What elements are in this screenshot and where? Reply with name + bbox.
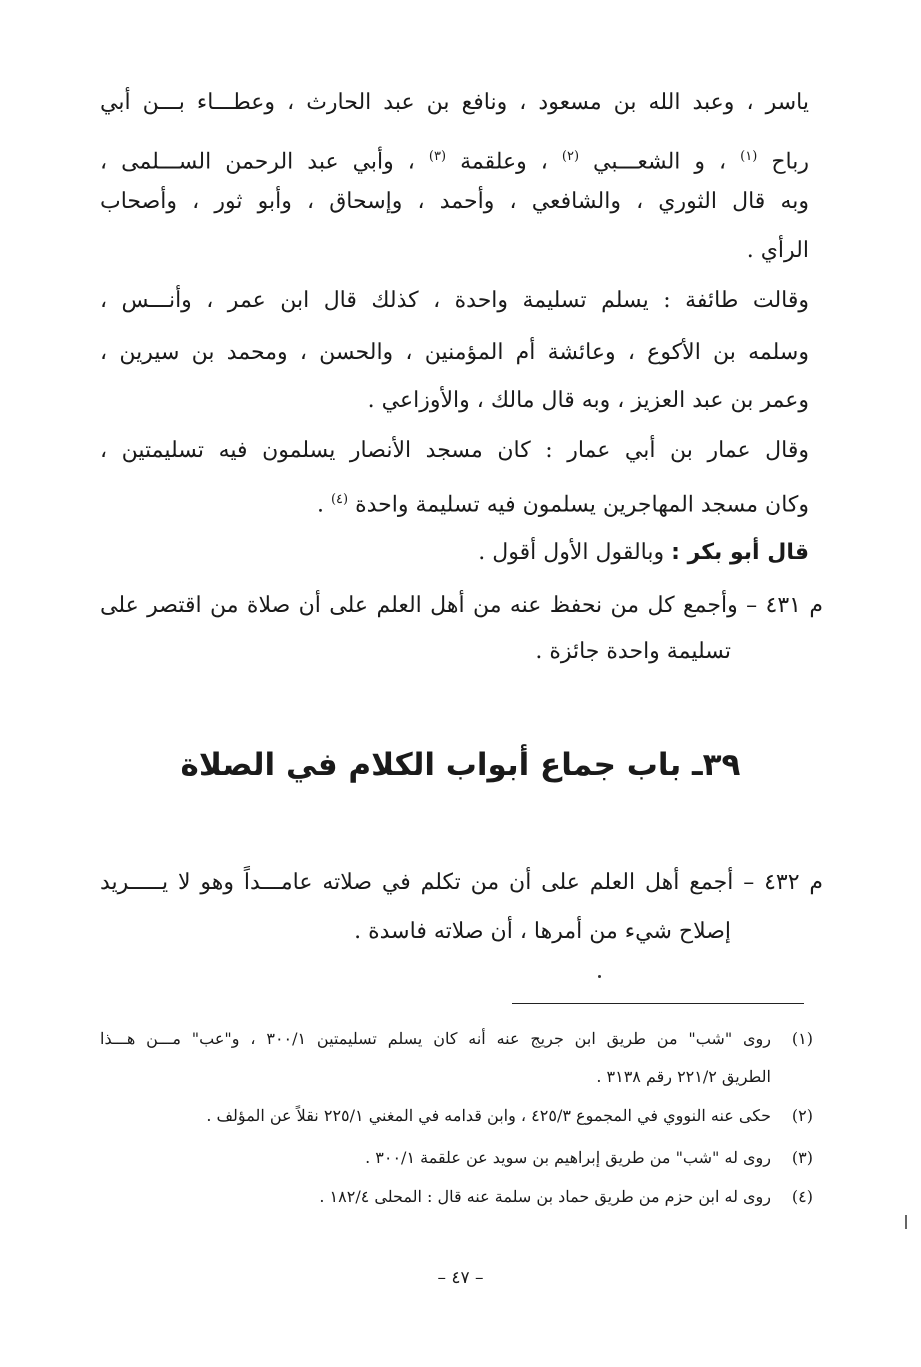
text-fragment: . (316, 492, 331, 518)
text-line (100, 142, 809, 177)
scan-mark (905, 1215, 907, 1229)
page-number: – ٤٧ – (437, 1268, 484, 1288)
footnote-ref[interactable]: (٤) (330, 492, 349, 507)
footnote-text: روى له "شب" من طريق إبراهيم بن سويد عن علقمة ٣٠٠/١ . (365, 1148, 771, 1167)
text-line: وقال عمار بن أبي عمار : كان مسجد الأنصار يسلمون فيه تسليمتين ، (100, 438, 809, 463)
text-line: وسلمه بن الأكوع ، وعائشة أم المؤمنين ، والحسن ، ومحمد بن سيرين ، (100, 340, 809, 365)
text-line: إصلاح شيء من أمرها ، أن صلاته فاسدة . (354, 919, 731, 944)
footnote-number: (١) (791, 1029, 813, 1048)
numbered-issue-431: م ٤٣١ – وأجمع كل من نحفظ عنه من أهل العلم على أن صلاة من اقتصر على (100, 593, 823, 618)
text-line: وعمر بن عبد العزيز ، وبه قال مالك ، والأوزاعي . (367, 388, 809, 413)
text-line: وقالت طائفة : يسلم تسليمة واحدة ، كذلك قال ابن عمر ، وأنـــس ، (100, 288, 809, 313)
numbered-issue-432: م ٤٣٢ – أجمع أهل العلم على أن من تكلم في صلاته عامـــداً وهو لا يـــــريد (100, 870, 823, 895)
text-line: ياسر ، وعبد الله بن مسعود ، ونافع بن عبد الحارث ، وعطـــاء بـــن أبي (100, 90, 809, 115)
text-line: الرأي . (746, 238, 809, 263)
footnote-text: الطريق ٢٢١/٢ رقم ٣١٣٨ . (596, 1067, 771, 1086)
author-statement (100, 538, 809, 568)
text-line: تسليمة واحدة جائزة . (535, 639, 731, 664)
footnote-text: روى له ابن حزم من طريق حماد بن سلمة عنه قال : المحلى ١٨٢/٤ . (319, 1187, 771, 1206)
chapter-heading: ٣٩ـ باب جماع أبواب الكلام في الصلاة (180, 747, 741, 783)
footnote-ref[interactable]: (٣) (428, 149, 447, 164)
text-line (100, 485, 809, 520)
text-fragment: ، وأبي عبد الرحمن الســـلمى ، (100, 149, 429, 175)
author-label: قال أبو بكر : (671, 540, 809, 565)
footnote-number: (٣) (791, 1148, 813, 1167)
text-fragment: ، وعلقمة (446, 149, 562, 175)
footnote-text: روى "شب" من طريق ابن جريج عنه أنه كان يسلم تسليمتين ٣٠٠/١ ، و"عب" مـــن هـــذا (100, 1029, 771, 1048)
footnote-separator (512, 1003, 804, 1004)
footnote-number: (٢) (791, 1106, 813, 1125)
footnote-number: (٤) (791, 1187, 813, 1206)
footnote-ref[interactable]: (٢) (561, 149, 580, 164)
footnote-text: حكى عنه النووي في المجموع ٤٢٥/٣ ، وابن قدامه في المغني ٢٢٥/١ نقلاً عن المؤلف . (206, 1106, 771, 1125)
text-fragment: ، و الشعـــبي (579, 149, 741, 175)
footnote-ref[interactable]: (١) (740, 149, 758, 164)
ink-speck (598, 975, 601, 978)
text-line: وبه قال الثوري ، والشافعي ، وأحمد ، وإسحاق ، وأبو ثور ، وأصحاب (100, 189, 809, 214)
text-fragment: رباح (771, 149, 809, 175)
text-fragment: وبالقول الأول أقول . (478, 540, 672, 565)
text-fragment: وكان مسجد المهاجرين يسلمون فيه تسليمة واحدة (355, 492, 809, 518)
